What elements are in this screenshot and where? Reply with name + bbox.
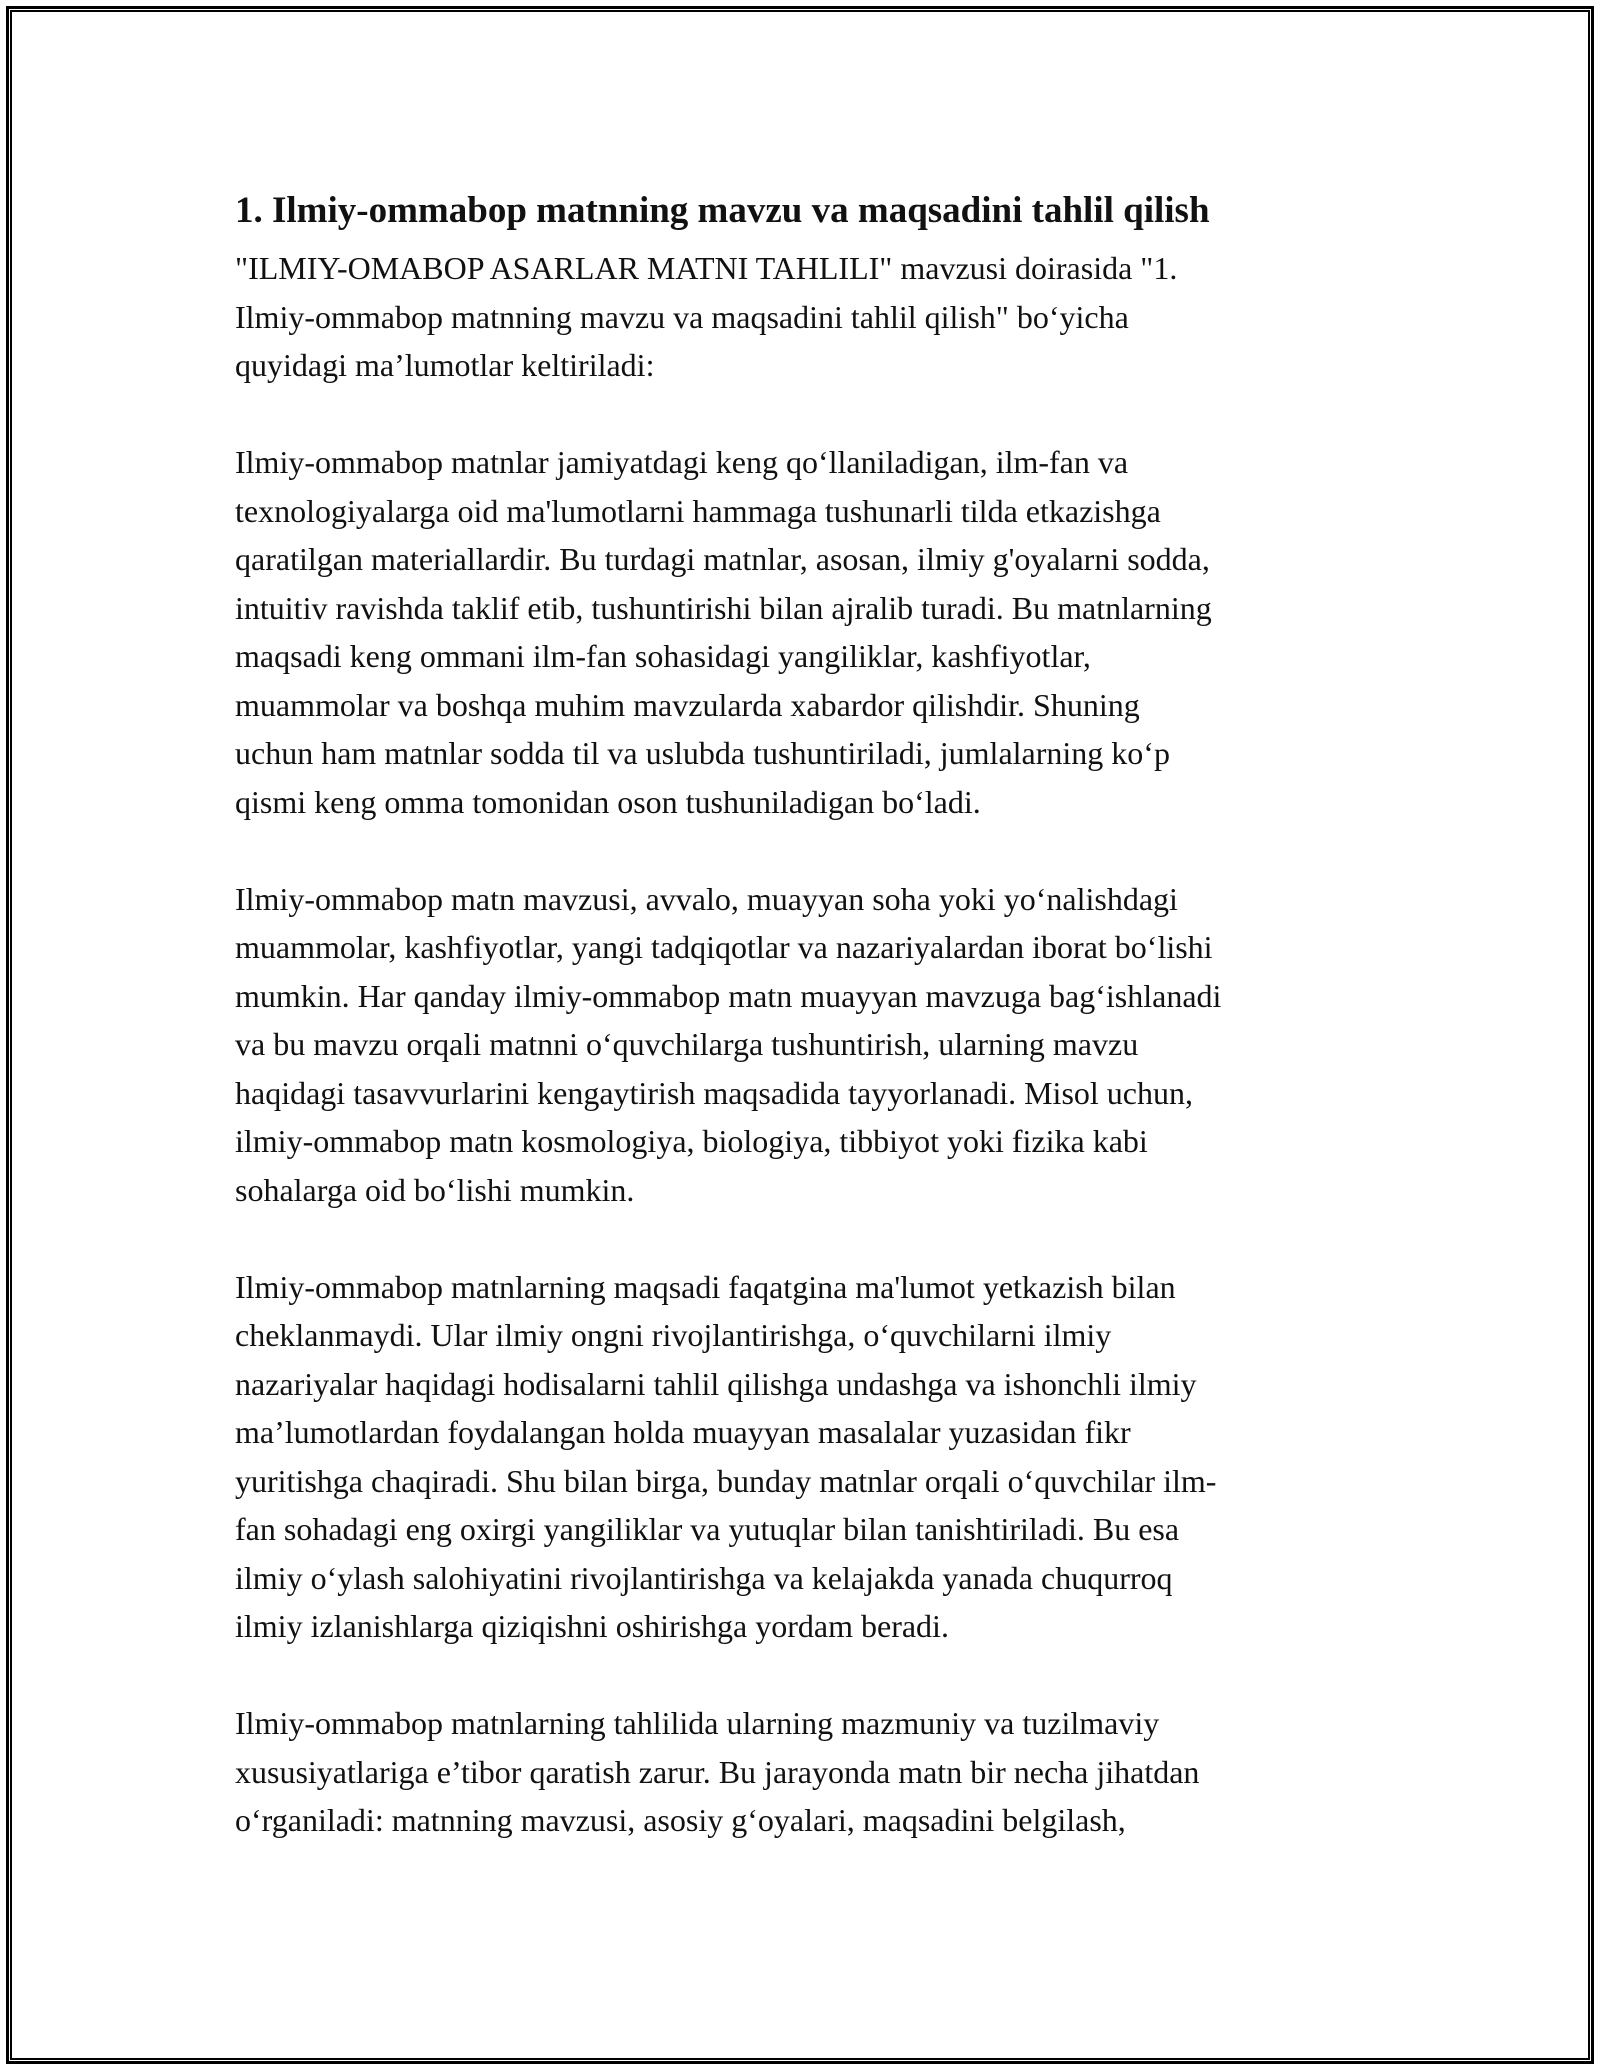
text-line: uchun ham matnlar sodda til va uslubda tushuntiriladi, jumlalarning ko‘p: [235, 735, 1170, 771]
text-line: va bu mavzu orqali matnni o‘quvchilarga tushuntirish, ularning mavzu: [235, 1026, 1139, 1062]
text-line: Ilmiy-ommabop matn mavzusi, avvalo, muayyan soha yoki yo‘nalishdagi: [235, 880, 1178, 917]
text-line: sohalarga oid bo‘lishi mumkin.: [235, 1171, 635, 1208]
text-line: cheklanmaydi. Ular ilmiy ongni rivojlantirishga, o‘quvchilarni ilmiy: [235, 1317, 1112, 1353]
text-line: nazariyalar haqidagi hodisalarni tahlil qilishga undashga va ishonchli ilmiy: [235, 1365, 1197, 1402]
text-line: o‘rganiladi: matnning mavzusi, asosiy g‘oyalari, maqsadini belgilash,: [235, 1802, 1126, 1838]
document-body: [235, 185, 1380, 1893]
text-line: "ILMIY-OMABOP ASARLAR MATNI TAHLILI" mavzusi doirasida "1.: [235, 250, 1178, 286]
text-line: Ilmiy-ommabop matnning mavzu va maqsadini tahlil qilish" bo‘yicha: [235, 298, 1129, 335]
text-line: ma’lumotlardan foydalangan holda muayyan masalalar yuzasidan fikr: [235, 1414, 1131, 1450]
text-line: fan sohadagi eng oxirgi yangiliklar va yutuqlar bilan tanishtiriladi. Bu esa: [235, 1511, 1180, 1547]
text-line: texnologiyalarga oid ma'lumotlarni hammaga tushunarli tilda etkazishga: [235, 492, 1161, 529]
text-line: qismi keng omma tomonidan oson tushuniladigan bo‘ladi.: [235, 783, 981, 820]
paragraph-topic: [235, 875, 1380, 1215]
text-line: quyidagi ma’lumotlar keltiriladi:: [235, 347, 655, 383]
text-line: Ilmiy-ommabop matnlarning maqsadi faqatgina ma'lumot yetkazish bilan: [235, 1268, 1176, 1305]
text-line: xususiyatlariga e’tibor qaratish zarur. Bu jarayonda matn bir necha jihatdan: [235, 1753, 1200, 1790]
text-line: intuitiv ravishda taklif etib, tushuntirishi bilan ajralib turadi. Bu matnlarning: [235, 589, 1212, 626]
paragraph-purpose: [235, 1263, 1380, 1651]
text-line: haqidagi tasavvurlarini kengaytirish maqsadida tayyorlanadi. Misol uchun,: [235, 1074, 1193, 1111]
text-line: Ilmiy-ommabop matnlarning tahlilida ularning mazmuniy va tuzilmaviy: [235, 1705, 1160, 1741]
text-line: maqsadi keng ommani ilm-fan sohasidagi yangiliklar, kashfiyotlar,: [235, 638, 1091, 674]
paragraph-intro: [235, 244, 1380, 390]
text-line: Ilmiy-ommabop matnlar jamiyatdagi keng qo‘llaniladigan, ilm-fan va: [235, 444, 1129, 480]
text-line: mumkin. Har qanday ilmiy-ommabop matn muayyan mavzuga bag‘ishlanadi: [235, 977, 1222, 1014]
paragraph-analysis: [235, 1699, 1380, 1845]
text-line: qaratilgan materiallardir. Bu turdagi matnlar, asosan, ilmiy g'oyalarni sodda,: [235, 541, 1210, 577]
paragraph-definition: [235, 438, 1380, 826]
text-line: muammolar, kashfiyotlar, yangi tadqiqotlar va nazariyalardan iborat bo‘lishi: [235, 929, 1213, 965]
section-heading: 1. Ilmiy-ommabop matnning mavzu va maqsadini tahlil qilish: [235, 190, 1210, 231]
text-line: yuritishga chaqiradi. Shu bilan birga, bunday matnlar orqali o‘quvchilar ilm-: [235, 1462, 1217, 1499]
text-line: ilmiy o‘ylash salohiyatini rivojlantirishga va kelajakda yanada chuqurroq: [235, 1559, 1173, 1596]
text-line: ilmiy izlanishlarga qiziqishni oshirishga yordam beradi.: [235, 1608, 949, 1644]
text-line: muammolar va boshqa muhim mavzularda xabardor qilishdir. Shuning: [235, 686, 1140, 723]
text-line: ilmiy-ommabop matn kosmologiya, biologiya, tibbiyot yoki fizika kabi: [235, 1123, 1148, 1159]
